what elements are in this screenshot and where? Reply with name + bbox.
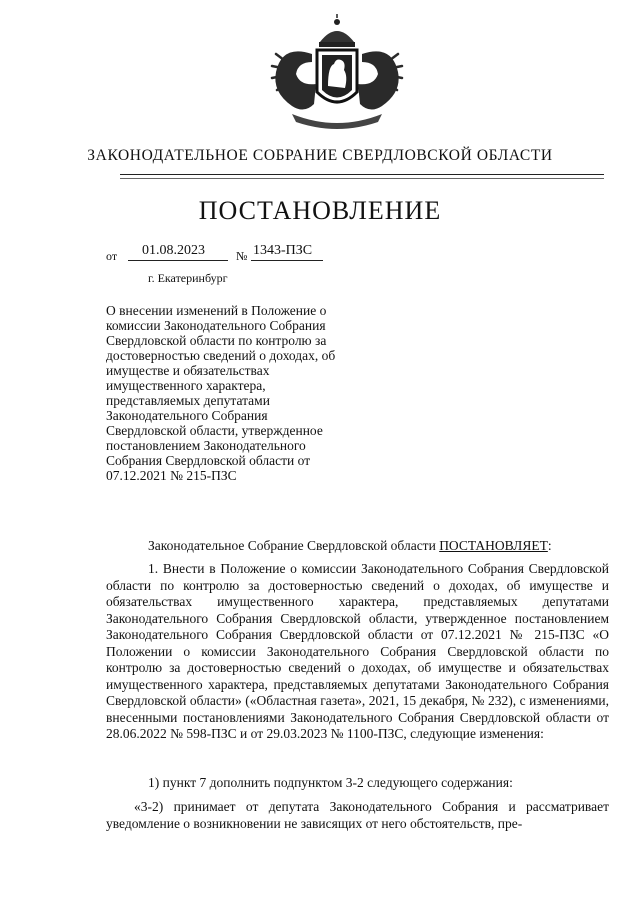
number-underline bbox=[251, 260, 323, 261]
date-underline bbox=[128, 260, 228, 261]
paragraph-1: 1. Внести в Положение о комиссии Законодательного Собрания Свердловской области по контролю за достоверностью сведений о доходах, об имуществе и обязательствах имущественного характера, представляемых депутатами Законодательного Собрания Свердловской области, утвержденное постановлением Законодательного Собрания Свердловской области от 07.12.2021 № 215-ПЗС «О Положении о комиссии Законодательного Собрания Свердловской области по контролю за достоверностью сведений о доходах, об имуществе и обязательствах имущественного характера, представляемых депутатами Законодательного Собрания Свердловской области» («Областная газета», 2021, 15 декабря, № 232), с изменениями, внесенными постановлениями Законодательного Собрания Свердловской области от 28.06.2022 № 598-ПЗС и от 29.03.2023 № 1100-ПЗС, следующие изменения: bbox=[106, 561, 609, 741]
organization-name: ЗАКОНОДАТЕЛЬНОЕ СОБРАНИЕ СВЕРДЛОВСКОЙ ОБЛАСТИ bbox=[87, 147, 553, 164]
header-rule-thin bbox=[120, 178, 604, 179]
date-label: от bbox=[106, 249, 118, 263]
preamble bbox=[148, 538, 552, 554]
preamble-emphasis: ПОСТАНОВЛЯЕТ bbox=[439, 538, 548, 553]
coat-of-arms-icon bbox=[262, 14, 412, 132]
document-type-title: ПОСТАНОВЛЕНИЕ bbox=[198, 196, 442, 225]
number-label: № bbox=[236, 249, 248, 263]
header-rule bbox=[120, 174, 604, 175]
document-date: 01.08.2023 bbox=[142, 243, 205, 258]
paragraph-2: 1) пункт 7 дополнить подпунктом 3-2 следующего содержания: bbox=[148, 775, 513, 790]
preamble-tail: : bbox=[547, 538, 552, 553]
date-number-row bbox=[106, 243, 366, 263]
paragraph-3: «3-2) принимает от депутата Законодательного Собрания и рассматривает уведомление о возникновении не зависящих от него обстоятельств, пре- bbox=[106, 799, 609, 831]
document-subject: О внесении изменений в Положение о комиссии Законодательного Собрания Свердловской области по контролю за достоверностью сведений о доходах, об имуществе и обязательствах имущественного характера, представляемых депутатами Законодательного Собрания Свердловской области, утвержденное постановлением Законодательного Собрания Свердловской области от 07.12.2021 № 215-ПЗС bbox=[106, 303, 336, 483]
document-number: 1343-ПЗС bbox=[253, 243, 313, 258]
city-name: г. Екатеринбург bbox=[148, 271, 228, 285]
preamble-text: Законодательное Собрание Свердловской области bbox=[148, 538, 440, 553]
